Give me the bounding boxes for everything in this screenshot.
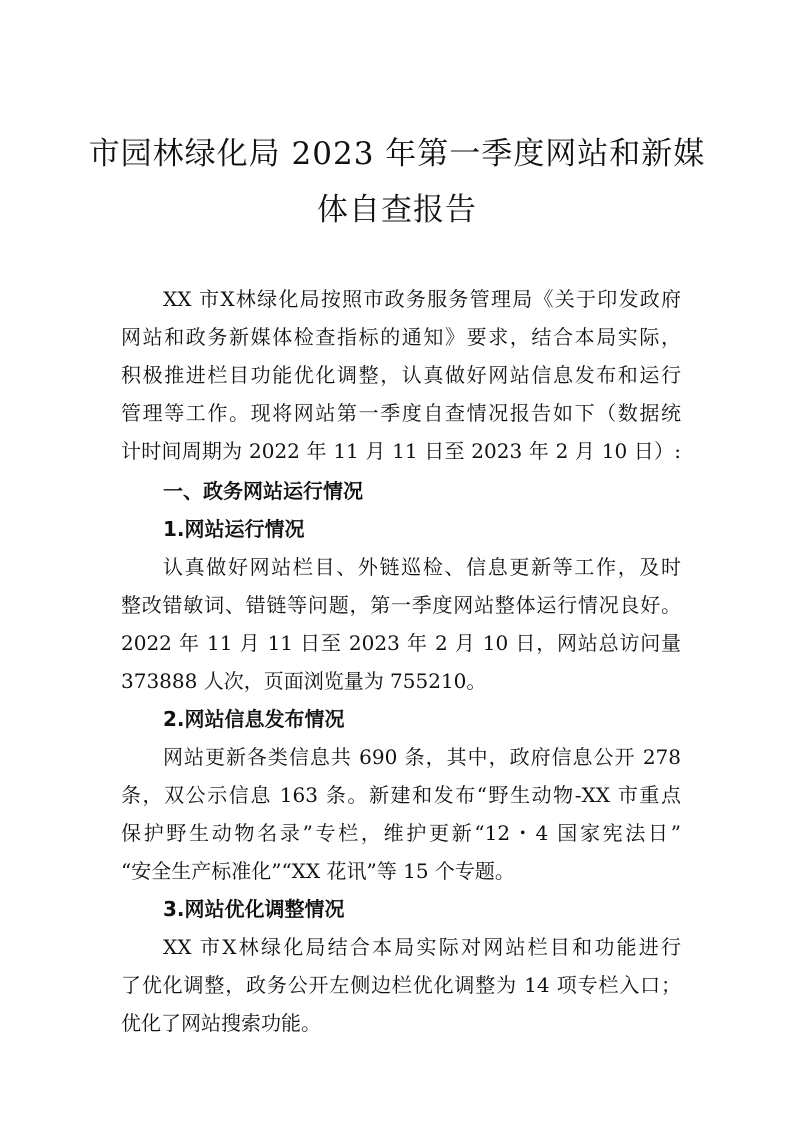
intro-paragraph-line: 管理等工作。现将网站第一季度自查情况报告如下（数据统 — [121, 401, 681, 425]
subsection-2-line: 条，双公示信息 163 条。新建和发布“野生动物-XX 市重点 — [121, 783, 681, 807]
subsection-2-line: “安全生产标准化”“XX 花讯”等 15 个专题。 — [121, 859, 515, 883]
document-title-line-2: 体自查报告 — [317, 192, 477, 228]
subsection-1-line: 2022 年 11 月 11 日至 2023 年 2 月 10 日，网站总访问量 — [121, 631, 681, 655]
document-title-line-1: 市园林绿化局 2023 年第一季度网站和新媒 — [88, 136, 706, 172]
intro-paragraph-line: 网站和政务新媒体检查指标的通知》要求，结合本局实际， — [121, 325, 681, 349]
subsection-1-line: 认真做好网站栏目、外链巡检、信息更新等工作，及时 — [163, 555, 681, 579]
subsection-3-heading: 3.网站优化调整情况 — [163, 897, 345, 921]
subsection-1-heading: 1.网站运行情况 — [163, 517, 305, 541]
subsection-3-line: 了优化调整，政务公开左侧边栏优化调整为 14 项专栏入口； — [121, 973, 681, 997]
subsection-3-line: XX 市X林绿化局结合本局实际对网站栏目和功能进行 — [163, 935, 681, 959]
subsection-1-line: 373888 人次，页面浏览量为 755210。 — [121, 669, 487, 693]
subsection-1-line: 整改错敏词、错链等问题，第一季度网站整体运行情况良好。 — [121, 593, 681, 617]
section-1-heading: 一、政务网站运行情况 — [163, 479, 363, 503]
intro-paragraph-line: 计时间周期为 2022 年 11 月 11 日至 2023 年 2 月 10 日）: — [121, 439, 681, 463]
intro-paragraph-line: XX 市X林绿化局按照市政务服务管理局《关于印发政府 — [163, 287, 681, 311]
subsection-2-line: 网站更新各类信息共 690 条，其中，政府信息公开 278 — [163, 745, 681, 769]
subsection-2-line: 保护野生动物名录”专栏，维护更新“12・4 国家宪法日” — [121, 821, 681, 845]
intro-paragraph-line: 积极推进栏目功能优化调整，认真做好网站信息发布和运行 — [121, 363, 681, 387]
subsection-2-heading: 2.网站信息发布情况 — [163, 707, 345, 731]
subsection-3-line: 优化了网站搜索功能。 — [121, 1011, 321, 1035]
